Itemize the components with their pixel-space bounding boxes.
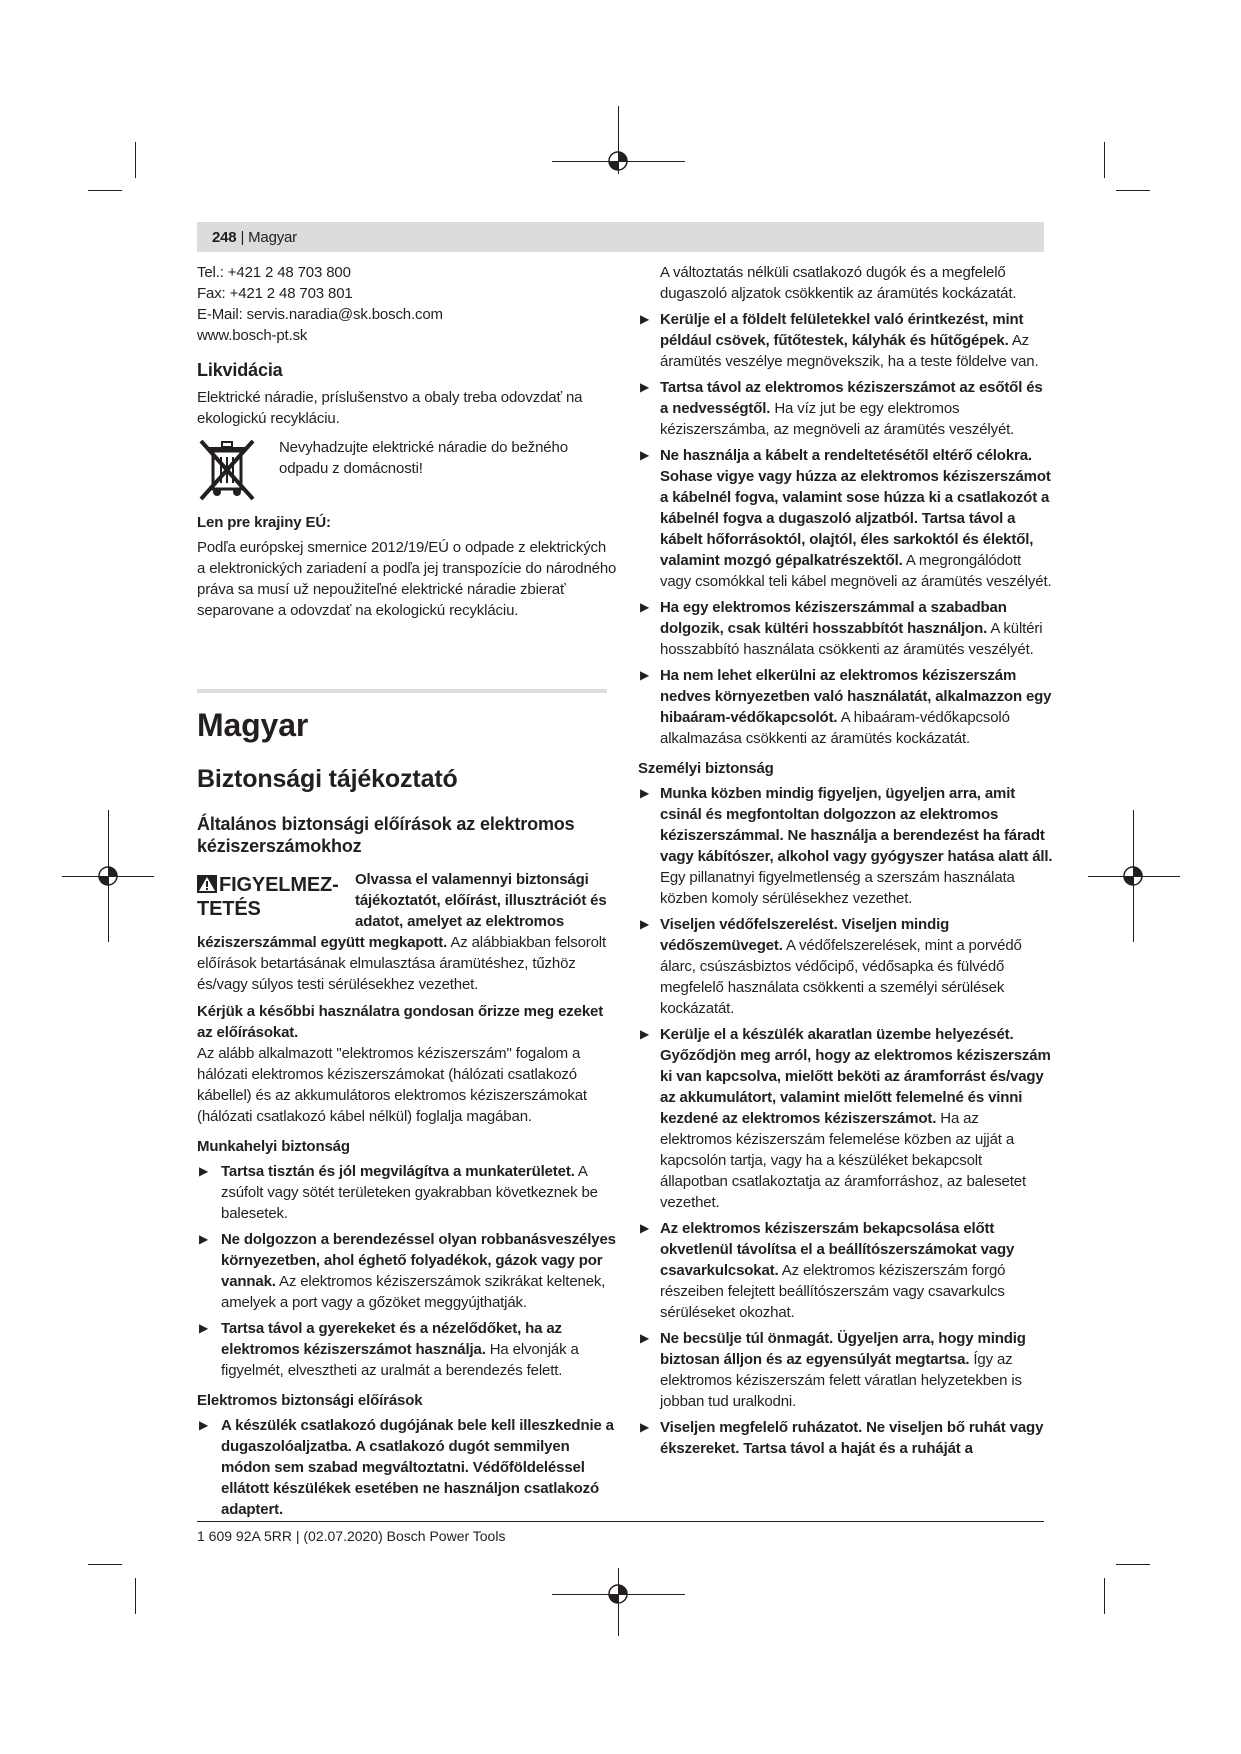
list-item-bold: Ne becsülje túl önmagát. Ügyeljen arra, hogy mindig biztosan álljon és az egyensúlyát megtartsa. [660, 1330, 1026, 1368]
left-column [197, 262, 617, 1525]
list-item-text: Az elektromos kéziszerszámok szikrákat keltenek, amelyek a port vagy a gőzöket meggyújthatják. [221, 1273, 606, 1311]
page-footer: 1 609 92A 5RR | (02.07.2020) Bosch Power Tools [197, 1528, 506, 1544]
list-item-text: A kültéri hosszabbító használata csökkenti az áramütés veszélyét. [660, 620, 1043, 658]
list-item [638, 1417, 1053, 1459]
list-item-continued [638, 262, 1053, 304]
likvidacia-heading: Likvidácia [197, 360, 283, 380]
list-item-bold: Tartsa távol az elektromos kéziszerszámot az esőtől és a nedvességtől. [660, 379, 1043, 417]
warning-label-line-2: TETÉS [197, 898, 261, 920]
list-item-text: A zsúfolt vagy sötét területeken gyakrabban következnek be balesetek. [221, 1163, 598, 1222]
list-item-bold: Az elektromos kéziszerszám bekapcsolása előtt okvetlenül távolítsa el a beállítószerszámokat vagy csavarkulcsokat. [660, 1220, 1015, 1279]
crop-mark [552, 161, 685, 162]
list-item [638, 1328, 1053, 1412]
crop-mark [88, 1564, 122, 1565]
warning-bold: Olvassa el valamennyi biztonsági tájékoztatót, előírást, illusztrációt és adatot, amelyet az elektromos kéziszerszámmal együtt megkapott. [197, 871, 607, 951]
list-item-bold: Munka közben mindig figyeljen, ügyeljen arra, amit csinál és megfontoltan dolgozzon az elektromos kéziszerszámmal. Ne használja a berendezést ha fáradt vagy kábítószer, alkohol vagy gyógyszer hatása alatt áll. [660, 785, 1053, 865]
list-item [638, 665, 1053, 749]
workplace-heading: Munkahelyi biztonság [197, 1138, 350, 1155]
language-title: Magyar [197, 707, 309, 743]
list-item-bold: Ne használja a kábelt a rendeltetésétől eltérő célokra. Sohase vigye vagy húzza az elektromos kéziszerszámot a kábelnél fogva, valamint sose húzza ki a csatlakozót a kábelnél fogva a dugaszoló aljzatból. Tartsa távol a kábelt hőforrásoktól, olajtól, éles sarkoktól és élektől, valamint mozgó gépalkatrészektől. [660, 447, 1051, 569]
general-heading: Általános biztonsági előírások az elektromos kéziszerszámokhoz [197, 814, 575, 856]
disposal-notice [197, 437, 617, 503]
list-item [638, 1024, 1053, 1213]
list-item-text: Az elektromos kéziszerszám forgó részeiben felejtett beállítószerszám vagy csavarkulcs sérüléseket okozhat. [660, 1262, 1006, 1321]
list-item-text: Ha elvonják a figyelmét, elvesztheti az uralmát a berendezés felett. [221, 1341, 579, 1379]
list-item-bold: Tartsa távol a gyerekeket és a nézelődőket, ha az elektromos kéziszerszámot használja. [221, 1320, 562, 1358]
crop-mark [552, 1594, 685, 1595]
crop-mark [1116, 190, 1150, 191]
right-column [638, 262, 1053, 1464]
disposal-text: Nevyhadzujte elektrické náradie do bežného odpadu z domácnosti! [279, 439, 568, 477]
contact-web: www.bosch-pt.sk [197, 327, 308, 344]
list-item-bold: Ne dolgozzon a berendezéssel olyan robbanásveszélyes környezetben, ahol éghető folyadékok, gázok vagy por vannak. [221, 1231, 616, 1290]
contact-tel: Tel.: +421 2 48 703 800 [197, 264, 351, 281]
crop-mark [135, 1578, 136, 1614]
crop-mark [135, 142, 136, 178]
header-separator: | [240, 228, 245, 246]
list-item-bold: A készülék csatlakozó dugójának bele kell illeszkednie a dugaszolóaljzatba. A csatlakozó dugót semmilyen módon sem szabad megváltoztatni. Védőföldeléssel ellátott készülékek esetében ne használjon csatlakozó adaptert. [221, 1417, 614, 1518]
list-item [638, 597, 1053, 660]
list-item-bold: Ha nem lehet elkerülni az elektromos kéziszerszám nedves környezetben való használatát, alkalmazzon egy hibaáram-védőkapcsolót. [660, 667, 1052, 726]
list-item-text: A hibaáram-védőkapcsoló alkalmazása csökkenti az áramütés kockázatát. [660, 709, 1010, 747]
list-item-text: A védőfelszerelések, mint a porvédő álarc, csúszásbiztos védőcipő, védősapka és fülvédő megfelelő használata csökkenti a személyi sérülések kockázatát. [660, 937, 1022, 1017]
list-item-text: Ha víz jut be egy elektromos kéziszerszámba, az megnöveli az áramütés veszélyét. [660, 400, 1015, 438]
list-item [197, 1229, 617, 1313]
list-item [638, 914, 1053, 1019]
list-item-text: Egy pillanatnyi figyelmetlenség a szerszám használata közben komoly sérülésekhez vezethet. [660, 869, 1015, 907]
list-item-text: A változtatás nélküli csatlakozó dugók és a megfelelő dugaszoló aljzatok csökkentik az áramütés kockázatát. [660, 264, 1017, 302]
warning-label [197, 873, 347, 921]
header-language: Magyar [248, 228, 297, 246]
crop-mark [88, 190, 122, 191]
crossed-out-bin-icon [197, 437, 259, 503]
list-item-text: Az áramütés veszélye megnövekszik, ha a teste földelve van. [660, 332, 1039, 370]
keep-instructions: Kérjük a későbbi használatra gondosan őrizze meg ezeket az előírásokat. [197, 1003, 604, 1041]
list-item-bold: Viseljen megfelelő ruházatot. Ne viseljen bő ruhát vagy ékszereket. Tartsa távol a haját és a ruháját a [660, 1419, 1044, 1457]
warning-block [197, 869, 617, 995]
list-item [638, 309, 1053, 372]
list-item [638, 783, 1053, 909]
list-item [197, 1415, 617, 1520]
crop-mark [1088, 876, 1180, 877]
crop-mark [618, 106, 619, 174]
list-item-text: A megrongálódott vagy csomókkal teli kábel megnöveli az áramütés veszélyét. [660, 552, 1052, 590]
list-item [638, 1218, 1053, 1323]
contact-email: E-Mail: servis.naradia@sk.bosch.com [197, 306, 443, 323]
crop-mark [62, 876, 154, 877]
list-item-bold: Ha egy elektromos kéziszerszámmal a szabadban dolgozik, csak kültéri hosszabbítót használjon. [660, 599, 1007, 637]
crop-mark [1104, 142, 1105, 178]
page-header [197, 222, 1044, 252]
term-definition: Az alább alkalmazott "elektromos kéziszerszám" fogalom a hálózati elektromos kéziszerszámokat (hálózati csatlakozó kábellel) és az akkumulátoros elektromos kéziszerszámokat (hálózati csatlakozó kábel nélkül) foglalja magában. [197, 1045, 587, 1125]
crop-mark [1104, 1578, 1105, 1614]
crop-mark [1116, 1564, 1150, 1565]
section-divider [197, 689, 607, 693]
warning-label-line-1: FIGYELMEZ- [219, 874, 339, 896]
list-item [638, 377, 1053, 440]
list-item-text: Így az elektromos kéziszerszám felett váratlan helyzetekben is jobban tud uralkodni. [660, 1351, 1022, 1410]
list-item-bold: Viseljen védőfelszerelést. Viseljen mindig védőszemüveget. [660, 916, 950, 954]
list-item [197, 1161, 617, 1224]
section-title: Biztonsági tájékoztató [197, 765, 458, 793]
electrical-heading: Elektromos biztonsági előírások [197, 1392, 423, 1409]
warning-text: Az alábbiakban felsorolt előírások betartásának elmulasztása áramütéshez, tűzhöz és/vagy súlyos testi sérülésekhez vezethet. [197, 934, 607, 993]
list-item-bold: Kerülje el a készülék akaratlan üzembe helyezését. Győződjön meg arról, hogy az elektromos kéziszerszám ki van kapcsolva, mielőtt beköti az áramforrást és/vagy az akkumulátort, valamint mielőtt felemelné és vinni kezdené az elektromos kéziszerszámot. [660, 1026, 1051, 1127]
list-item [638, 445, 1053, 592]
list-item [197, 1318, 617, 1381]
list-item-text: Ha az elektromos kéziszerszám felemelése közben az ujját a kapcsolón tartja, vagy ha a készüléket bekapcsolt állapotban csatlakoztatja az áramforráshoz, az balesetet vezethet. [660, 1110, 1026, 1211]
personal-heading: Személyi biztonság [638, 760, 774, 777]
footer-rule [197, 1521, 1044, 1522]
eu-heading: Len pre krajiny EÚ: [197, 514, 331, 531]
warning-triangle-icon [197, 875, 217, 893]
contact-fax: Fax: +421 2 48 703 801 [197, 285, 353, 302]
page-number: 248 [212, 228, 237, 246]
crop-mark [618, 1568, 619, 1636]
eu-text: Podľa európskej smernice 2012/19/EÚ o odpade z elektrických a elektronických zariadení a podľa jej transpozície do národného práva sa musí už nepoužiteľné elektrické náradie zbierať separovane a odovzdať na ekologickú recykláciu. [197, 539, 617, 619]
likvidacia-intro: Elektrické náradie, príslušenstvo a obaly treba odovzdať na ekologickú recykláciu. [197, 389, 583, 427]
list-item-bold: Tartsa tisztán és jól megvilágítva a munkaterületet. [221, 1163, 575, 1180]
list-item-bold: Kerülje el a földelt felületekkel való érintkezést, mint például csövek, fűtőtestek, kályhák és hűtőgépek. [660, 311, 1024, 349]
